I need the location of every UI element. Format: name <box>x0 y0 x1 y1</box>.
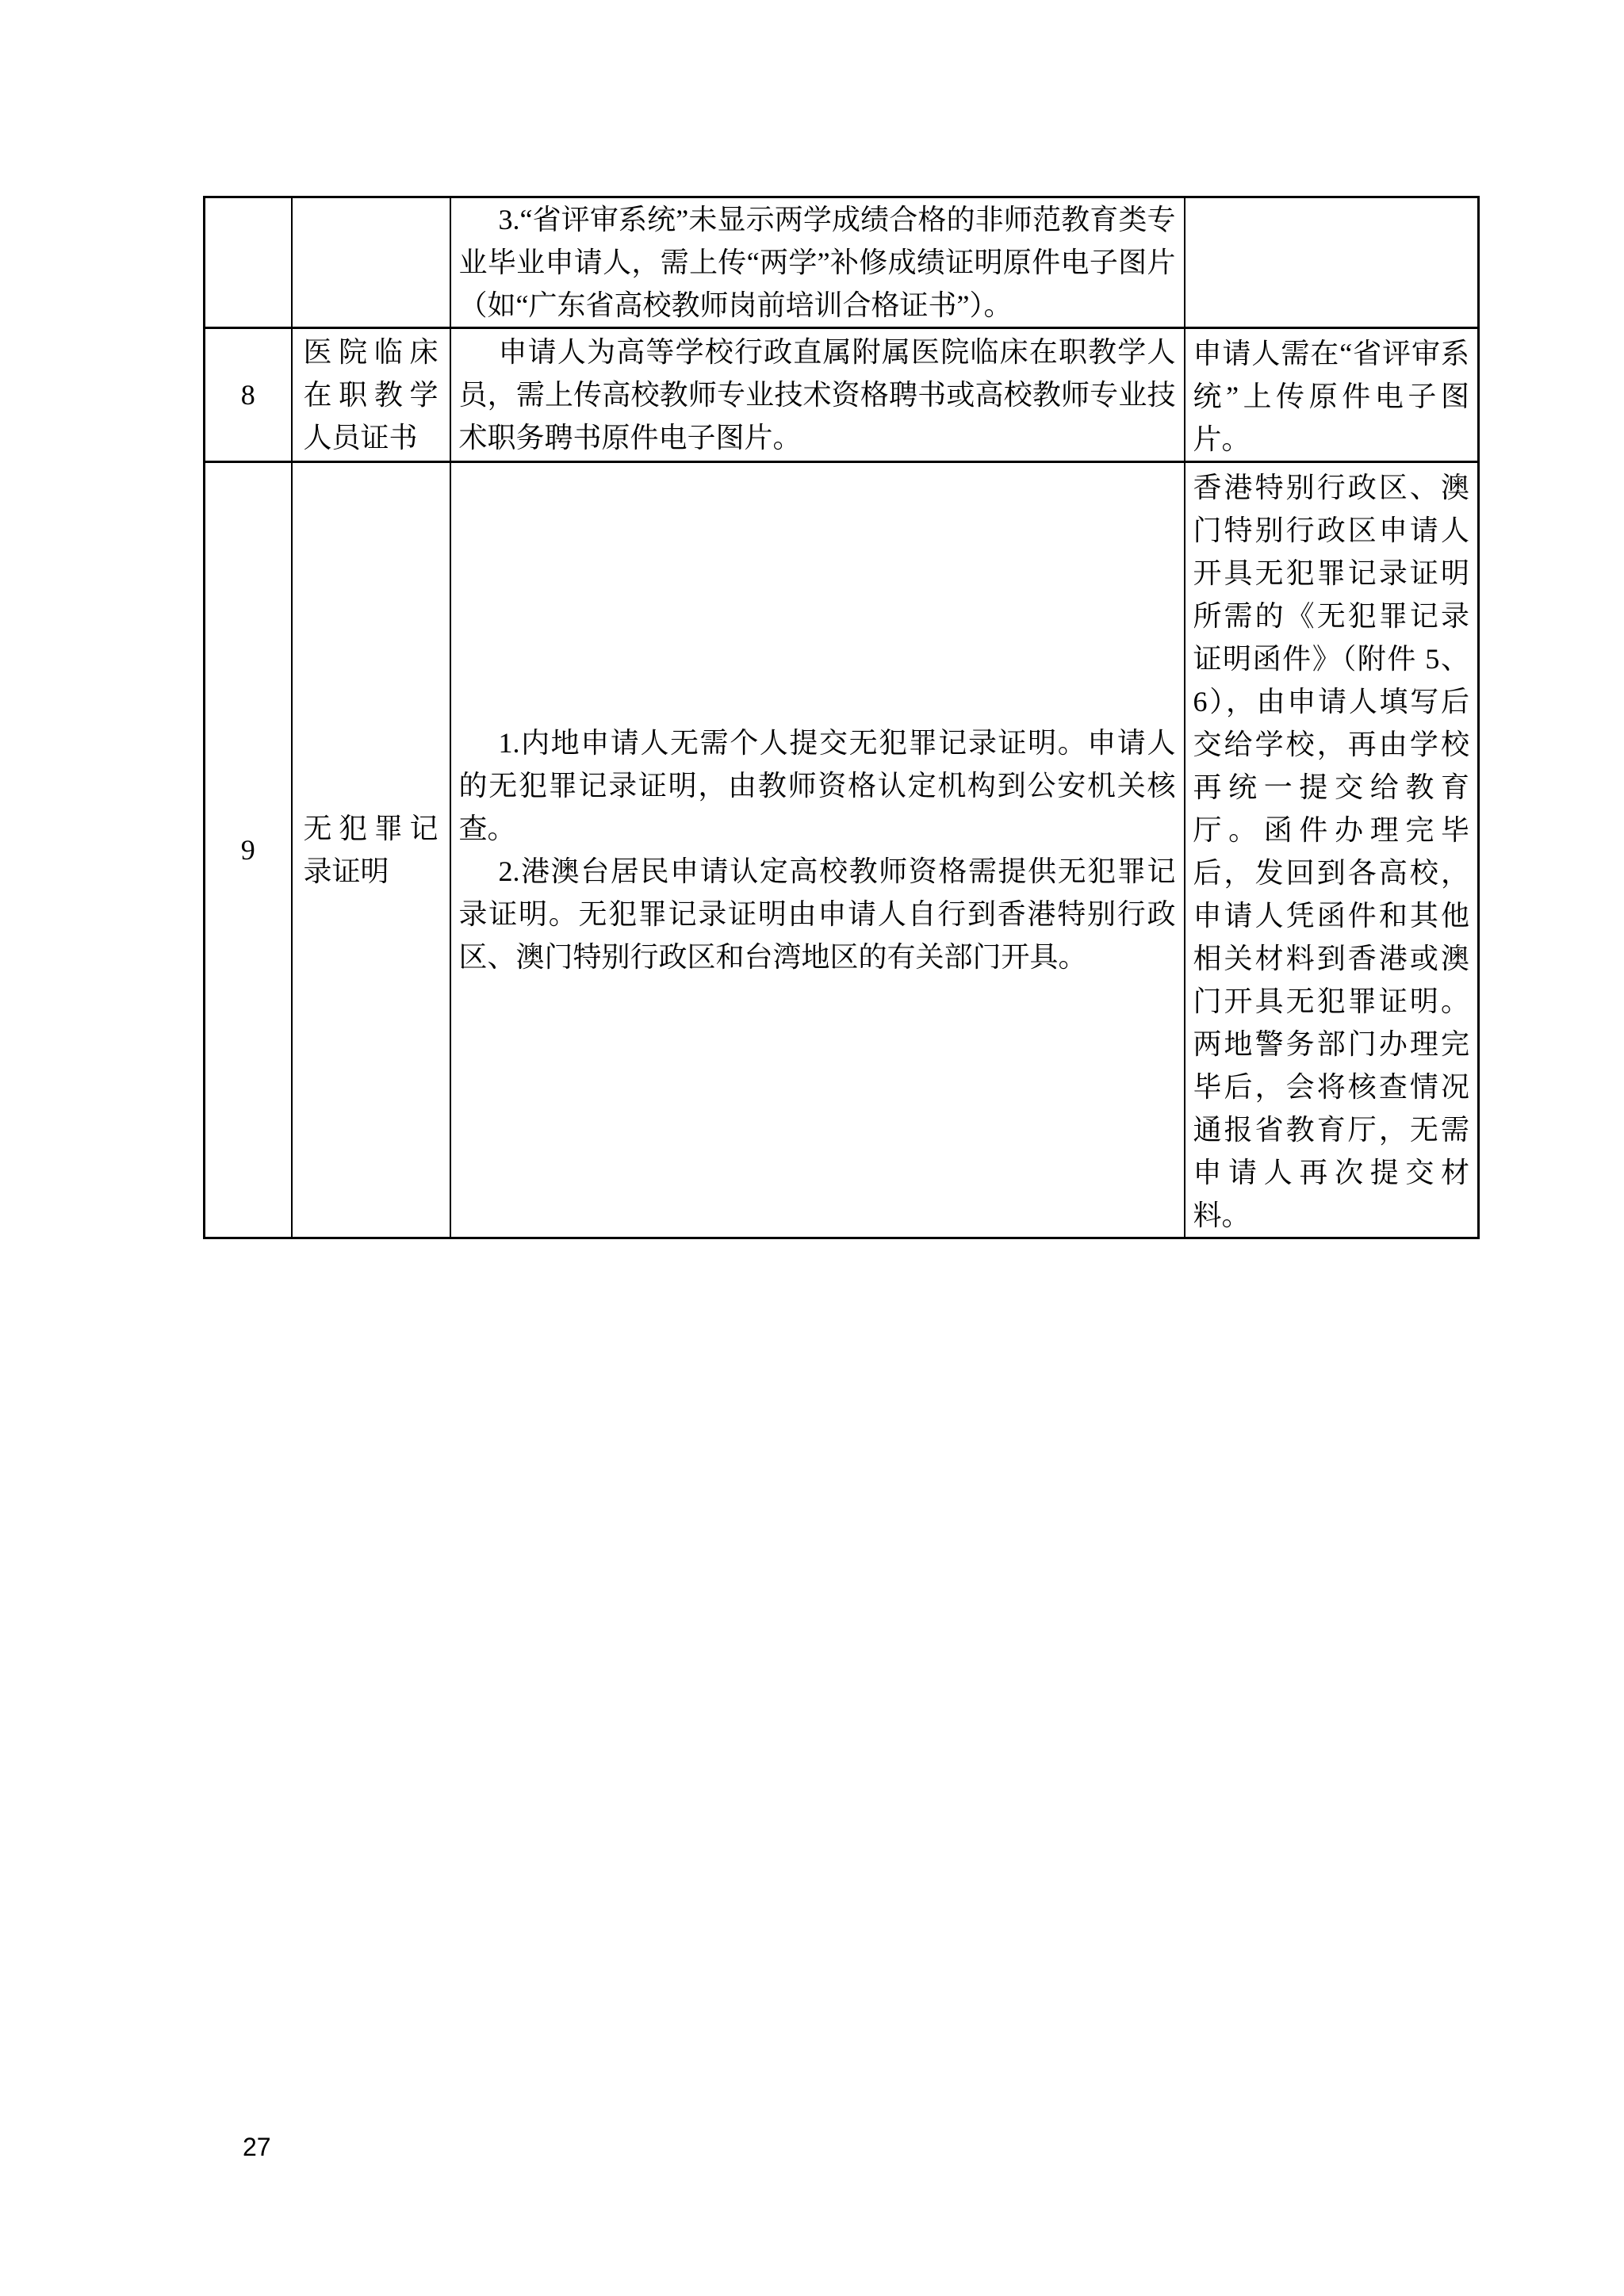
materials-table <box>203 196 1480 1239</box>
note-cell: 申请人需在“省评审系统”上传原件电子图片。 <box>1185 328 1479 462</box>
requirement-paragraph: 2.港澳台居民申请认定高校教师资格需提供无犯罪记录证明。无犯罪记录证明由申请人自行到香港特别行政区、澳门特别行政区和台湾地区的有关部门开具。 <box>458 855 1176 973</box>
material-name-cell <box>292 197 450 328</box>
row-number-cell: 9 <box>205 462 292 1238</box>
table-row-8 <box>205 328 1479 462</box>
note-cell <box>1185 197 1479 328</box>
material-name-cell: 无犯罪记录证明 <box>292 462 450 1238</box>
requirement-cell <box>450 328 1185 462</box>
requirement-paragraph: 1.内地申请人无需个人提交无犯罪记录证明。申请人的无犯罪记录证明，由教师资格认定机构到公安机关核查。 <box>458 727 1176 844</box>
requirement-cell <box>450 197 1185 328</box>
requirement-paragraph: 申请人为高等学校行政直属附属医院临床在职教学人员，需上传高校教师专业技术资格聘书或高校教师专业技术职务聘书原件电子图片。 <box>458 336 1176 453</box>
page-number: 27 <box>243 2133 271 2161</box>
table-row-continued <box>205 197 1479 328</box>
requirement-paragraph: 3.“省评审系统”未显示两学成绩合格的非师范教育类专业毕业申请人，需上传“两学”补修成绩证明原件电子图片（如“广东省高校教师岗前培训合格证书”）。 <box>458 204 1176 321</box>
note-cell: 香港特别行政区、澳门特别行政区申请人开具无犯罪记录证明所需的《无犯罪记录证明函件》（附件 5、6），由申请人填写后交给学校，再由学校再统一提交给教育厅。函件办理完毕后，发回到各高校，申请人凭函件和其他相关材料到香港或澳门开具无犯罪证明。两地警务部门办理完毕后，会将核查情况通报省教育厅，无需申请人再次提交材料。 <box>1185 462 1479 1238</box>
table-row-9 <box>205 462 1479 1238</box>
material-name-cell: 医院临床在职教学人员证书 <box>292 328 450 462</box>
row-number-cell <box>205 197 292 328</box>
row-number-cell: 8 <box>205 328 292 462</box>
requirement-cell <box>450 462 1185 1238</box>
